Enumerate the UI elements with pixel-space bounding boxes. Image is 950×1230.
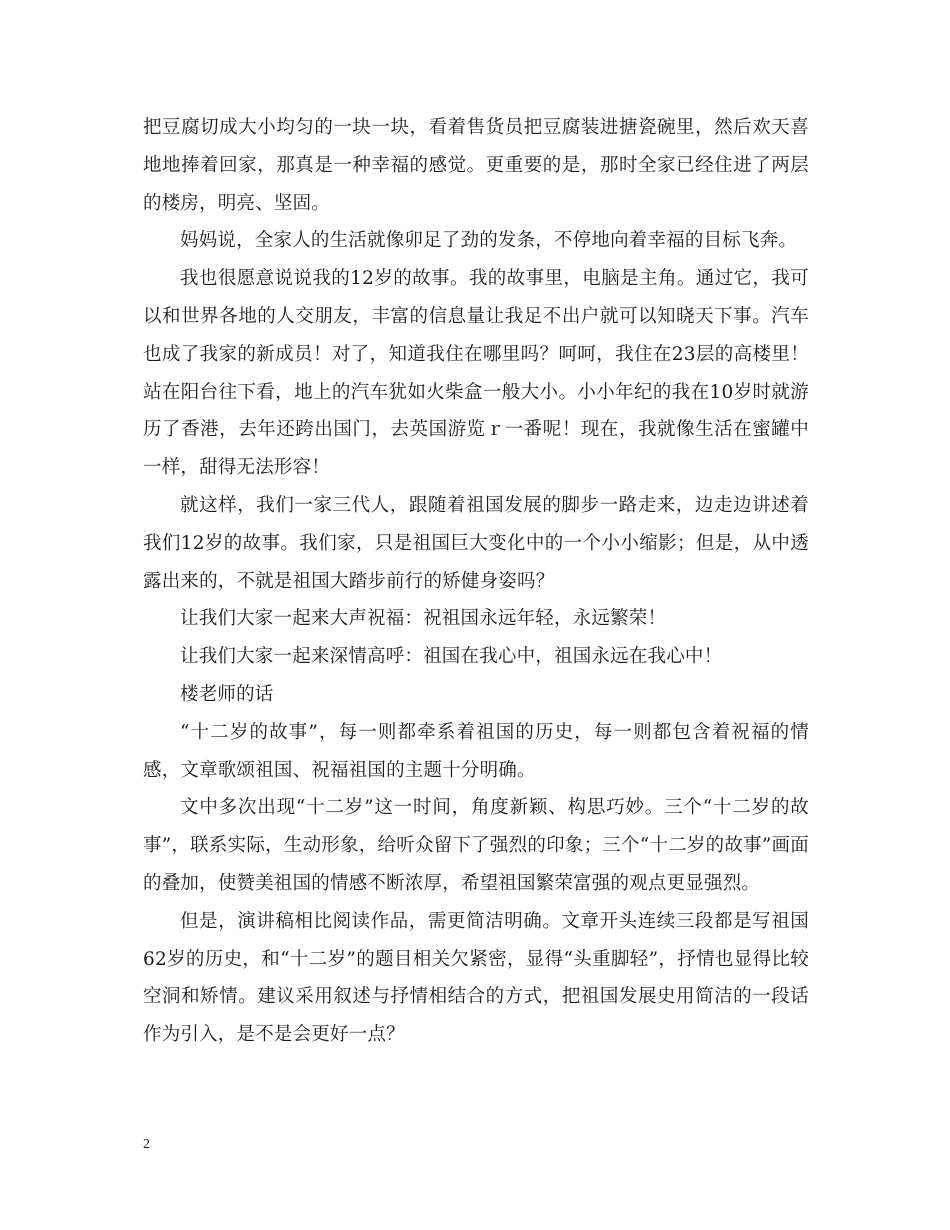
paragraph: 我也很愿意说说我的12岁的故事。我的故事里，电脑是主角。通过它，我可以和世界各地的人交朋友，丰富的信息量让我足不出户就可以知晓天下事。汽车也成了我家的新成员！对了，知道我住在哪里吗？呵呵，我住在23层的高楼里！站在阳台往下看，地上的汽车犹如火柴盒一般大小。小小年纪的我在10岁时就游历了香港，去年还跨出国门，去英国游览ｒ一番呢！现在，我就像生活在蜜罐中一样，甜得无法形容！ [143,268,809,479]
paragraph: 妈妈说，全家人的生活就像卯足了劲的发条，不停地向着幸福的目标飞奔。 [180,230,798,252]
paragraph: 让我们大家一起来大声祝福：祝祖国永远年轻，永远繁荣！ [180,608,667,630]
paragraph: 文中多次出现“十二岁”这一时间，角度新颖、构思巧妙。三个“十二岁的故事”，联系实际，生动形象，给听众留下了强烈的印象；三个“十二岁的故事”画面的叠加，使赞美祖国的情感不断浓厚，希望祖国繁荣富强的观点更显强烈。 [143,797,809,894]
paragraph: 但是，演讲稿相比阅读作品，需更简洁明确。文章开头连续三段都是写祖国62岁的历史，和“十二岁”的题目相关欠紧密，显得“头重脚轻”，抒情也显得比较空洞和矫情。建议采用叙述与抒情相结合的方式，把祖国发展史用简洁的一段话作为引入，是不是会更好一点？ [143,910,809,1046]
document-body [143,109,809,1054]
paragraph: 就这样，我们一家三代人，跟随着祖国发展的脚步一路走来，边走边讲述着我们12岁的故事。我们家，只是祖国巨大变化中的一个小小缩影；但是，从中透露出来的，不就是祖国大踏步前行的矫健身姿吗？ [143,494,809,592]
paragraph: “十二岁的故事”，每一则都牵系着祖国的历史，每一则都包含着祝福的情感，文章歌颂祖国、祝福祖国的主题十分明确。 [143,721,809,781]
page-number: 2 [143,1137,150,1152]
paragraph: 把豆腐切成大小均匀的一块一块，看着售货员把豆腐装进搪瓷碗里，然后欢天喜地地捧着回家，那真是一种幸福的感觉。更重要的是，那时全家已经住进了两层的楼房，明亮、坚固。 [143,117,809,214]
section-heading: 楼老师的话 [180,683,274,705]
paragraph: 让我们大家一起来深情高呼：祖国在我心中，祖国永远在我心中！ [180,646,723,668]
